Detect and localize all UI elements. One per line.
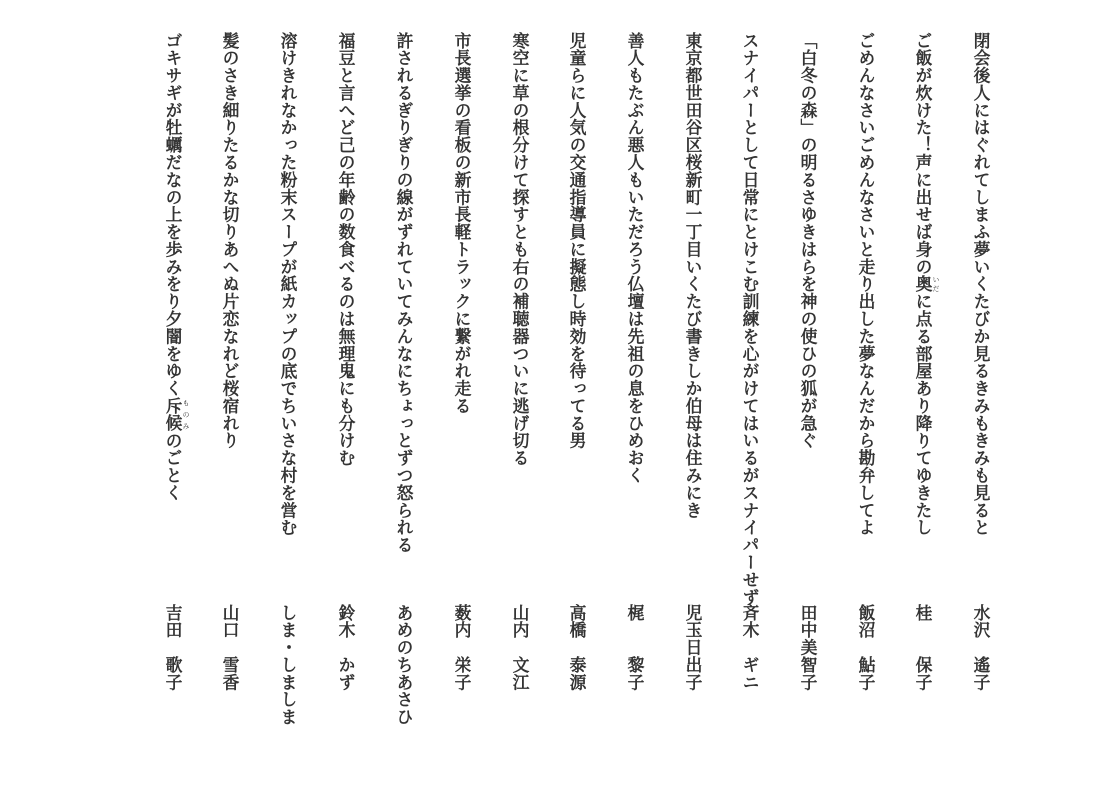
verse-part: に点る部屋あり降りてゆきたし	[913, 292, 933, 537]
poem-author: 児玉日出子	[683, 604, 703, 691]
poem-author: あめのちあさひ	[394, 604, 414, 726]
verse-part: ご飯が炊けた！声に出せば身の	[913, 32, 933, 276]
poem-verse: 善人もたぶん悪人もいただろう仏壇は先祖の息をひめおく	[625, 32, 645, 485]
poem-15	[158, 32, 188, 752]
poem-12	[331, 32, 361, 752]
poem-13	[273, 32, 303, 752]
poem-verse: 市長選挙の看板の新市長軽トラックに繋がれ走る	[452, 32, 472, 415]
poem-author: しま・しましま	[278, 604, 298, 726]
poem-author: 吉田 歌子	[163, 604, 183, 691]
ruby-base: 奥	[913, 275, 933, 293]
poem-author: 飯沼 鮎子	[856, 604, 876, 691]
poem-verse: ごめんなさいごめんなさいと走り出した夢なんだから勘弁してよ	[856, 32, 876, 537]
poem-4	[793, 32, 823, 752]
poem-verse: 寒空に草の根分けて探すとも右の補聴器ついに逃げ切る	[510, 32, 530, 467]
poem-3	[851, 32, 881, 752]
poem-author: 薮内 栄子	[452, 604, 472, 691]
poem-author: 鈴木 かず	[336, 604, 356, 691]
poem-author: 田中美智子	[798, 604, 818, 691]
poem-verse	[158, 32, 190, 502]
poem-1	[966, 32, 996, 752]
poem-author: 高橋 泰源	[567, 604, 587, 691]
poem-10	[447, 32, 477, 752]
poem-verse	[908, 32, 940, 536]
poem-author: 山内 文江	[510, 604, 530, 691]
poem-author: 水沢 遙子	[971, 604, 991, 691]
poem-verse: 溶けきれなかった粉末スープが紙カップの底でちいさな村を営む	[278, 32, 298, 537]
poem-author: 斉木 ギニ	[740, 604, 760, 691]
poem-author: 梶 黎子	[625, 604, 645, 691]
poem-verse: 児童らに人気の交通指導員に擬態し時効を待ってる男	[567, 32, 587, 450]
poem-verse: 閉会後人にはぐれてしまふ夢いくたびか見るきみもきみも見ると	[971, 32, 991, 537]
poem-7	[620, 32, 650, 752]
poem-verse: 「白冬の森」の明るさゆきはらを神の使ひの狐が急ぐ	[798, 32, 818, 450]
poem-verse: 髪のさき細りたるかな切りあへぬ片恋なれど桜宿れり	[220, 32, 240, 450]
poem-verse: 東京都世田谷区桜新町一丁目いくたび書きしか伯母は住みにき	[683, 32, 703, 519]
poem-8	[562, 32, 592, 752]
poem-14	[215, 32, 245, 752]
verse-part: のごとく	[163, 431, 183, 502]
verse-part: ゴキサギが牡蠣だなの上を歩みをり夕闇をゆく	[163, 32, 183, 398]
poem-author: 桂 保子	[913, 604, 933, 691]
poem-author: 山口 雪香	[220, 604, 240, 691]
poem-verse: 許されるぎりぎりの線がずれていてみんなにちょっとずつ怒られる	[394, 32, 414, 554]
poem-2	[908, 32, 938, 752]
ruby-base: 斥候	[163, 397, 183, 432]
ruby-reading: いだ	[932, 275, 940, 293]
poem-5	[735, 32, 765, 752]
poem-verse: 福豆と言へど己の年齢の数食べるのは無理鬼にも分けむ	[336, 32, 356, 467]
ruby-reading: ものみ	[182, 397, 190, 432]
poem-6	[678, 32, 708, 752]
poem-verse: スナイパーとして日常にとけこむ訓練を心がけてはいるがスナイパーせず	[740, 32, 760, 606]
ruby-word	[163, 397, 190, 432]
poem-9	[505, 32, 535, 752]
ruby-word	[913, 275, 940, 293]
poem-11	[389, 32, 419, 752]
